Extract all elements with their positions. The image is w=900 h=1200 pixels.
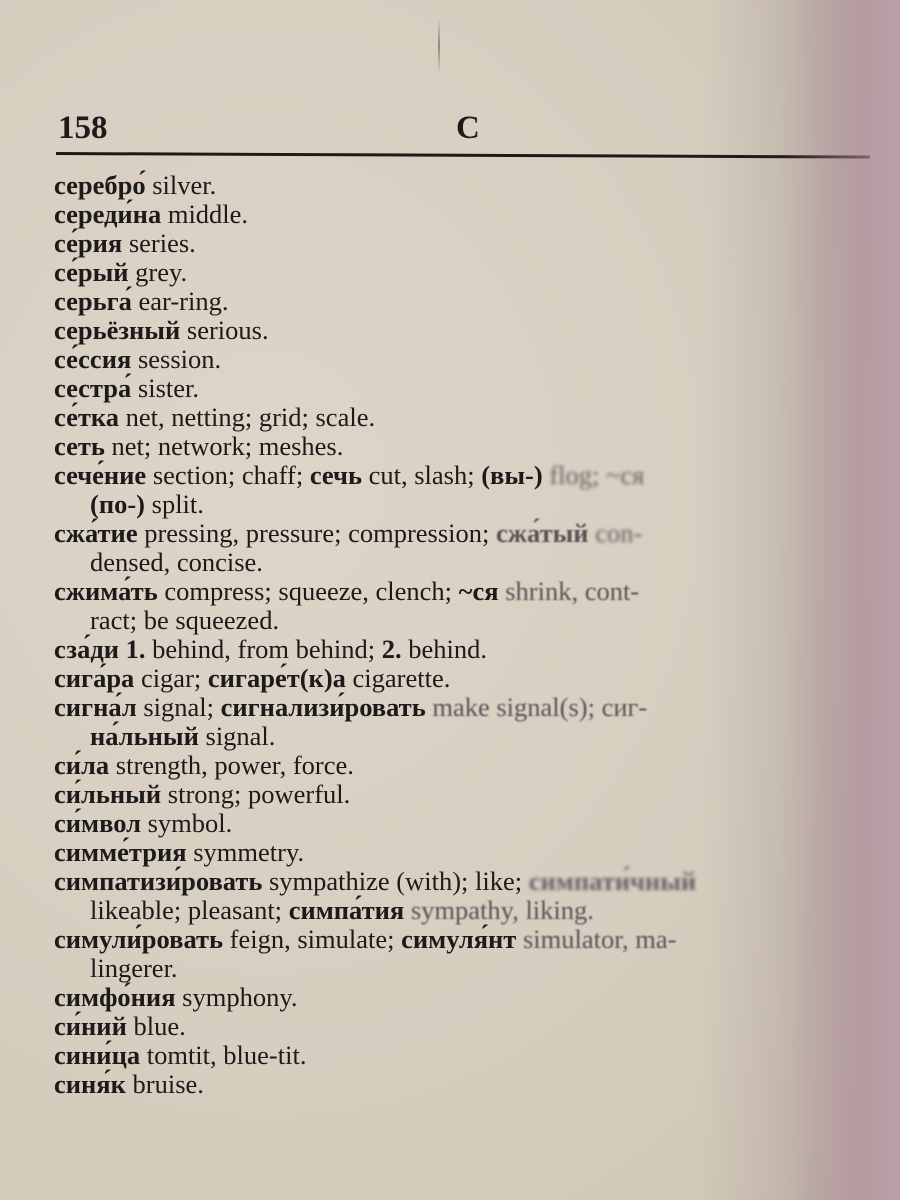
definition: grey. xyxy=(128,257,188,287)
definition: feign, simulate; xyxy=(223,924,402,954)
definition: sympathize (with); like; xyxy=(262,866,529,896)
headword: сечь xyxy=(309,460,362,490)
headword: симуля́нт xyxy=(401,924,517,954)
dictionary-entry xyxy=(54,983,870,1012)
headword: си́ний xyxy=(54,1011,127,1041)
section-letter: С xyxy=(456,110,480,146)
entry-continuation xyxy=(54,896,870,925)
headword: сжима́ть xyxy=(54,576,158,606)
entry-continuation xyxy=(54,548,870,577)
dictionary-entry xyxy=(54,171,870,200)
header-rule xyxy=(56,152,870,159)
dictionary-entry xyxy=(54,577,870,606)
dictionary-entry xyxy=(54,519,870,548)
dictionary-entry xyxy=(54,809,870,838)
headword: симпатизи́ровать xyxy=(54,866,263,896)
definition: pressing, pressure; compression; xyxy=(137,518,497,548)
headword: сза́ди xyxy=(54,634,119,664)
dictionary-entry xyxy=(54,258,870,287)
dictionary-entry xyxy=(54,403,870,432)
dictionary-entry xyxy=(54,664,870,693)
headword: симпа́тия xyxy=(288,895,405,925)
dictionary-entry xyxy=(54,1012,870,1041)
dictionary-entry xyxy=(54,287,870,316)
page-number: 158 xyxy=(58,110,108,146)
definition: tomtit, blue-tit. xyxy=(140,1040,307,1070)
dictionary-entry xyxy=(54,693,870,722)
definition: symphony. xyxy=(175,982,298,1012)
page-crease xyxy=(438,18,440,73)
headword: симме́трия xyxy=(54,837,187,867)
headword: ~ся xyxy=(458,576,499,606)
headword: сигнализи́ровать xyxy=(220,692,426,722)
definition: net, netting; grid; scale. xyxy=(118,402,376,432)
definition: simulator, ma- xyxy=(516,924,677,954)
headword: симпати́чный xyxy=(528,866,697,896)
headword: серебро́ xyxy=(54,170,146,200)
headword: сигна́л xyxy=(54,692,137,722)
definition: bruise. xyxy=(125,1069,204,1099)
definition: serious. xyxy=(180,315,269,345)
definition: cut, slash; xyxy=(361,460,482,490)
definition: session. xyxy=(131,344,222,374)
headword: сече́ние xyxy=(54,460,147,490)
definition: likeable; pleasant; xyxy=(90,895,289,925)
dictionary-entry xyxy=(54,461,870,490)
definition: middle. xyxy=(161,199,249,229)
headword: сжа́тие xyxy=(54,518,138,548)
headword: симфо́ния xyxy=(54,982,176,1012)
dictionary-entry xyxy=(54,374,870,403)
definition: split. xyxy=(145,489,204,519)
headword: се́тка xyxy=(54,402,119,432)
dictionary-entry xyxy=(54,1070,870,1099)
definition: net; network; meshes. xyxy=(104,431,344,461)
dictionary-entry xyxy=(54,229,870,258)
definition: shrink, cont- xyxy=(498,576,640,606)
definition: make signal(s); сиг- xyxy=(425,692,648,722)
headword: се́ссия xyxy=(54,344,132,374)
definition: series. xyxy=(122,228,196,258)
entry-continuation xyxy=(54,490,870,519)
entry-continuation xyxy=(54,954,870,983)
dictionary-entry xyxy=(54,1041,870,1070)
definition: compress; squeeze, clench; xyxy=(157,576,459,606)
definition: symmetry. xyxy=(186,837,305,867)
headword: сеть xyxy=(54,431,105,461)
page-header xyxy=(58,108,870,152)
dictionary-entry xyxy=(54,867,870,896)
dictionary-entry xyxy=(54,780,870,809)
headword: синя́к xyxy=(54,1069,126,1099)
entry-continuation xyxy=(54,722,870,751)
definition: flog; ~ся xyxy=(542,460,645,490)
dictionary-entry xyxy=(54,200,870,229)
definition: section; chaff; xyxy=(146,460,310,490)
headword: сестра́ xyxy=(54,373,132,403)
definition: densed, concise. xyxy=(90,547,263,577)
headword: си́мвол xyxy=(54,808,141,838)
definition: cigar; xyxy=(134,663,208,693)
definition: blue. xyxy=(126,1011,186,1041)
definition: strength, power, force. xyxy=(109,750,354,780)
definition xyxy=(119,634,126,664)
headword: си́ла xyxy=(54,750,110,780)
definition: signal. xyxy=(198,721,276,751)
headword: се́рый xyxy=(54,257,129,287)
entry-list xyxy=(54,171,870,1099)
definition: ear-ring. xyxy=(131,286,229,316)
headword: сигаре́т(к)а xyxy=(207,663,346,693)
dictionary-entry xyxy=(54,751,870,780)
headword: си́льный xyxy=(54,779,162,809)
definition: behind. xyxy=(401,634,487,664)
definition: sympathy, liking. xyxy=(404,895,594,925)
headword: се́рия xyxy=(54,228,123,258)
definition: behind, from behind; xyxy=(145,634,382,664)
definition: con- xyxy=(588,518,643,548)
headword: сини́ца xyxy=(54,1040,141,1070)
definition: cigarette. xyxy=(345,663,451,693)
definition: lingerer. xyxy=(90,953,178,983)
headword: (вы-) xyxy=(481,460,543,490)
definition: sister. xyxy=(131,373,199,403)
sense-number: 1. xyxy=(125,634,146,664)
headword: симули́ровать xyxy=(54,924,224,954)
dictionary-entry xyxy=(54,838,870,867)
headword: серьга́ xyxy=(54,286,132,316)
definition: signal; xyxy=(136,692,221,722)
headword: сига́ра xyxy=(54,663,135,693)
definition: silver. xyxy=(145,170,217,200)
headword: серьёзный xyxy=(54,315,181,345)
sense-number: 2. xyxy=(381,634,402,664)
headword: (по-) xyxy=(90,489,145,519)
definition: strong; powerful. xyxy=(161,779,351,809)
definition: ract; be squeezed. xyxy=(90,605,280,635)
headword: сжа́тый xyxy=(496,518,589,548)
dictionary-entry xyxy=(54,925,870,954)
dictionary-entry xyxy=(54,345,870,374)
dictionary-entry xyxy=(54,635,870,664)
definition: symbol. xyxy=(140,808,233,838)
entry-continuation xyxy=(54,606,870,635)
dictionary-entry xyxy=(54,316,870,345)
dictionary-entry xyxy=(54,432,870,461)
headword: на́льный xyxy=(90,721,199,751)
headword: середи́на xyxy=(54,199,162,229)
